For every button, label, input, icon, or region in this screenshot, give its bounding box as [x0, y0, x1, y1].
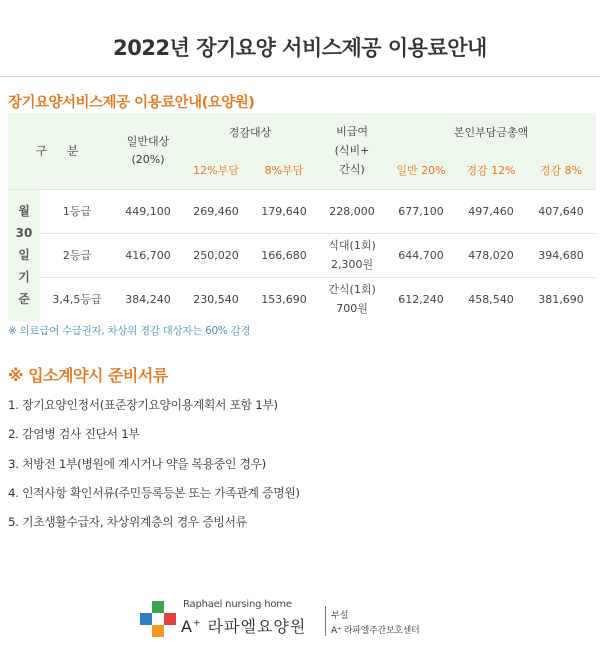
list-item: 1. 장기요양인정서(표준장기요양이용계획서 포함 1부)	[8, 398, 278, 412]
nonpay-snack-label: 간식(1회)	[328, 283, 376, 297]
header-gubun: 구 분	[8, 113, 114, 189]
header-general-sub: (20%)	[131, 152, 165, 166]
title-area	[0, 0, 600, 78]
logo-mark-plus: +	[192, 618, 202, 629]
total-12-cell: 478,020	[456, 233, 526, 277]
logo-mark: A	[181, 617, 193, 636]
vertical-char: 준	[18, 292, 30, 307]
table-row	[8, 233, 596, 277]
grade-cell: 1등급	[40, 189, 114, 233]
documents-list	[8, 395, 300, 541]
reduction-note: ※ 의료급여 수급권자, 차상위 경감 대상자는 60% 감경	[8, 325, 251, 337]
logo-korean-name	[181, 614, 306, 637]
vertical-char: 30	[15, 226, 33, 241]
list-item: 2. 감염병 검사 진단서 1부	[8, 427, 140, 442]
reduced-8-cell: 153,690	[250, 277, 318, 321]
logo-divider	[325, 606, 326, 636]
general-cell: 449,100	[114, 189, 182, 233]
footer-logo	[0, 596, 600, 661]
fee-section-title: 장기요양서비스제공 이용료안내(요양원)	[8, 95, 255, 111]
general-cell: 416,700	[114, 233, 182, 277]
table-row	[8, 189, 596, 233]
total-12-cell: 458,540	[456, 277, 526, 321]
nonpay-cell: 228,000	[318, 189, 386, 233]
logo-korean-text: 라파엘요양원	[207, 617, 307, 636]
grade-cell: 2등급	[40, 233, 114, 277]
vertical-char: 기	[18, 270, 30, 285]
total-general-cell: 612,240	[386, 277, 456, 321]
reduced-12-cell: 269,460	[182, 189, 250, 233]
total-8-cell: 381,690	[526, 277, 596, 321]
vertical-label	[8, 189, 40, 321]
header-reduced-12: 12%부담	[182, 151, 250, 189]
nonpay-snack-price: 700원	[336, 302, 368, 316]
vertical-char: 일	[18, 248, 30, 263]
title-divider	[0, 76, 600, 77]
header-total-12: 경감 12%	[456, 151, 526, 189]
logo-affiliate-label: 부설	[331, 611, 349, 621]
header-total-8: 경감 8%	[526, 151, 596, 189]
total-general-cell: 677,100	[386, 189, 456, 233]
list-item: 5. 기초생활수급자, 차상위계층의 경우 증빙서류	[8, 515, 247, 530]
header-nonpay	[318, 113, 386, 189]
header-reduced: 경감대상	[182, 113, 318, 151]
raphael-cross-logo-icon	[140, 601, 176, 637]
documents-section-title: ※ 입소계약시 준비서류	[8, 366, 168, 385]
header-total-general: 일반 20%	[386, 151, 456, 189]
header-general-label: 일반대상	[126, 134, 170, 148]
vertical-char: 월	[18, 204, 30, 219]
header-total: 본인부담금총액	[386, 113, 596, 151]
logo-english-name: Raphael nursing home	[183, 599, 292, 610]
header-reduced-8: 8%부담	[250, 151, 318, 189]
general-cell: 384,240	[114, 277, 182, 321]
total-12-cell: 497,460	[456, 189, 526, 233]
logo-affiliate-name: A⁺ 라파엘주간보호센터	[331, 626, 420, 636]
page-title: 2022년 장기요양 서비스제공 이용료안내	[113, 36, 487, 60]
table-row	[8, 277, 596, 321]
nonpay-cell	[318, 233, 386, 277]
nonpay-meal-label: 식대(1회)	[328, 239, 376, 252]
header-nonpay-l2: (식비+	[334, 144, 370, 158]
header-general	[114, 113, 182, 189]
nonpay-cell	[318, 277, 386, 321]
list-item: 4. 인적사항 확인서류(주민등록등본 또는 가족관계 증명원)	[8, 485, 300, 500]
header-nonpay-l1: 비급여	[336, 125, 368, 139]
grade-cell: 3,4,5등급	[40, 277, 114, 321]
total-8-cell: 394,680	[526, 233, 596, 277]
reduced-8-cell: 166,680	[250, 233, 318, 277]
reduced-12-cell: 230,540	[182, 277, 250, 321]
reduced-12-cell: 250,020	[182, 233, 250, 277]
fee-table	[8, 113, 596, 321]
total-general-cell: 644,700	[386, 233, 456, 277]
list-item: 3. 처방전 1부(병원에 계시거나 약을 복용중인 경우)	[8, 456, 266, 471]
nonpay-meal-price: 2,300원	[330, 258, 374, 271]
total-8-cell: 407,640	[526, 189, 596, 233]
reduced-8-cell: 179,640	[250, 189, 318, 233]
header-nonpay-l3: 간식)	[339, 163, 365, 177]
